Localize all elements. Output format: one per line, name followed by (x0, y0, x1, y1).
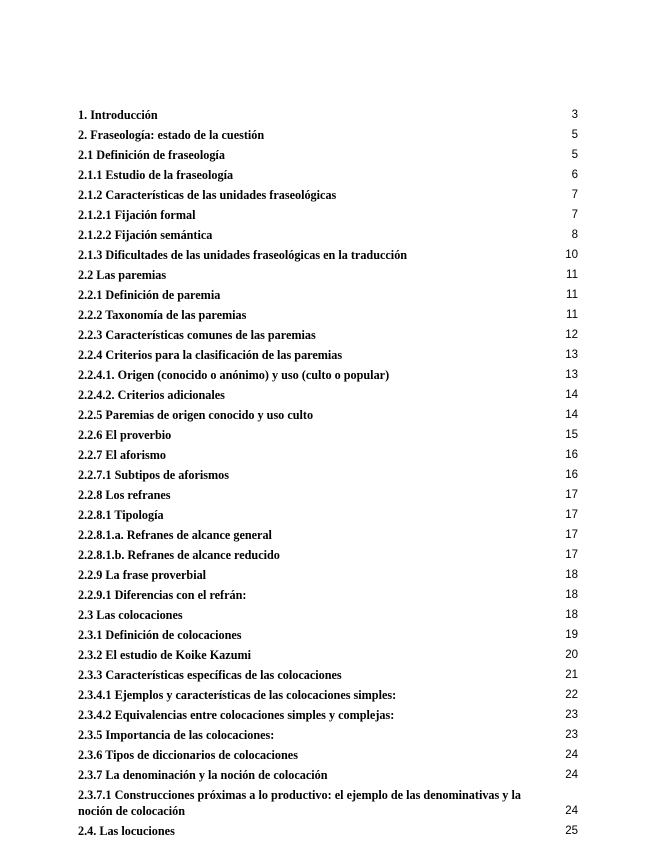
toc-entry-page: 11 (566, 289, 578, 301)
toc-entry-title: 2.2.8.1.b. Refranes de alcance reducido (78, 548, 280, 562)
toc-entry-page: 11 (566, 269, 578, 281)
toc-entry-page: 13 (565, 369, 578, 381)
toc-entry-page: 7 (571, 209, 578, 221)
toc-entry (78, 284, 578, 304)
toc-entry (78, 584, 578, 604)
toc-entry-page: 5 (571, 129, 578, 141)
toc-entry-page: 21 (565, 669, 578, 681)
toc-entry (78, 724, 578, 744)
toc-entry-title: 2.3.3 Características específicas de las colocaciones (78, 668, 342, 682)
toc-entry-page: 18 (565, 569, 578, 581)
toc-entry (78, 184, 578, 204)
toc-entry (78, 344, 578, 364)
toc-entry (78, 364, 578, 384)
toc-entry-page: 23 (565, 729, 578, 741)
toc-entry-page: 22 (565, 689, 578, 701)
toc-entry (78, 784, 578, 820)
toc-entry-page: 10 (565, 249, 578, 261)
toc-entry (78, 464, 578, 484)
toc-entry-page: 17 (565, 489, 578, 501)
toc-entry (78, 304, 578, 324)
toc-entry-page: 24 (565, 805, 578, 817)
toc-entry-title: 2.2.1 Definición de paremia (78, 288, 221, 302)
toc-entry-title: 2.1.3 Dificultades de las unidades fraseológicas en la traducción (78, 248, 408, 262)
toc-entry-title: 2.3.4.1 Ejemplos y características de las colocaciones simples: (78, 688, 397, 702)
toc-entry-page: 8 (571, 229, 578, 241)
toc-entry-page: 24 (565, 769, 578, 781)
toc-entry-page: 14 (565, 409, 578, 421)
toc-entry (78, 544, 578, 564)
toc-entry-page: 11 (566, 309, 578, 321)
toc-entry-page: 16 (565, 449, 578, 461)
toc-entry-title: 2.2.7 El aforismo (78, 448, 167, 462)
toc-entry (78, 644, 578, 664)
toc-entry-title: 2.2.2 Taxonomía de las paremias (78, 308, 247, 322)
toc-entry (78, 264, 578, 284)
toc-entry-title: 2.3.6 Tipos de diccionarios de colocaciones (78, 748, 298, 762)
toc-entry (78, 444, 578, 464)
toc-entry-title: 2.2.9 La frase proverbial (78, 568, 207, 582)
toc-entry-title: 2.3.2 El estudio de Koike Kazumi (78, 648, 252, 662)
toc-entry-title: 2.1.2 Características de las unidades fraseológicas (78, 188, 337, 202)
toc-entry-title: 2.3.7.1 Construcciones próximas a lo productivo: el ejemplo de las denominativas y la noción de colocación (78, 788, 521, 818)
toc-entry (78, 424, 578, 444)
toc-entry-title: 1. Introducción (78, 108, 158, 122)
toc-entry (78, 384, 578, 404)
toc-entry-page: 6 (571, 169, 578, 181)
toc-entry-title: 2.1.2.2 Fijación semántica (78, 228, 213, 242)
toc-entry-title: 2.2.4 Criterios para la clasificación de las paremias (78, 348, 343, 362)
toc-entry-page: 20 (565, 649, 578, 661)
toc-entry-page: 23 (565, 709, 578, 721)
toc-entry (78, 820, 578, 840)
toc-entry-title: 2.2.8 Los refranes (78, 488, 171, 502)
toc-entry-title: 2.2.5 Paremias de origen conocido y uso culto (78, 408, 314, 422)
toc-entry-page: 5 (571, 149, 578, 161)
toc-entry-page: 17 (565, 529, 578, 541)
toc-entry-page: 24 (565, 749, 578, 761)
toc-entry (78, 324, 578, 344)
toc-entry (78, 124, 578, 144)
table-of-contents (78, 104, 578, 840)
toc-entry-title: 2. Fraseología: estado de la cuestión (78, 128, 265, 142)
toc-entry-page: 15 (565, 429, 578, 441)
toc-entry-page: 13 (565, 349, 578, 361)
toc-entry (78, 104, 578, 124)
toc-entry (78, 664, 578, 684)
toc-entry (78, 224, 578, 244)
toc-entry (78, 244, 578, 264)
toc-entry-title: 2.3.4.2 Equivalencias entre colocaciones simples y complejas: (78, 708, 395, 722)
toc-entry-title: 2.4. Las locuciones (78, 824, 175, 838)
toc-entry-title: 2.2.4.2. Criterios adicionales (78, 388, 225, 402)
toc-entry-title: 2.3 Las colocaciones (78, 608, 183, 622)
toc-entry-title: 2.2.4.1. Origen (conocido o anónimo) y uso (culto o popular) (78, 368, 390, 382)
toc-entry-title: 2.3.5 Importancia de las colocaciones: (78, 728, 275, 742)
toc-entry (78, 484, 578, 504)
toc-entry-page: 12 (565, 329, 578, 341)
toc-entry (78, 564, 578, 584)
toc-entry-page: 14 (565, 389, 578, 401)
toc-entry-page: 17 (565, 549, 578, 561)
toc-entry-page: 18 (565, 609, 578, 621)
toc-entry-title: 2.2.9.1 Diferencias con el refrán: (78, 588, 247, 602)
toc-entry-title: 2.2.8.1.a. Refranes de alcance general (78, 528, 272, 542)
toc-entry-page: 19 (565, 629, 578, 641)
toc-entry-title: 2.2.7.1 Subtipos de aforismos (78, 468, 230, 482)
toc-entry (78, 204, 578, 224)
toc-entry (78, 624, 578, 644)
toc-entry-title: 2.1.2.1 Fijación formal (78, 208, 196, 222)
toc-entry-page: 17 (565, 509, 578, 521)
toc-entry (78, 684, 578, 704)
toc-entry (78, 404, 578, 424)
toc-entry-title: 2.1 Definición de fraseología (78, 148, 225, 162)
toc-entry (78, 504, 578, 524)
toc-entry-title: 2.2.8.1 Tipología (78, 508, 164, 522)
toc-entry-title: 2.3.1 Definición de colocaciones (78, 628, 242, 642)
toc-entry-page: 18 (565, 589, 578, 601)
toc-entry-title: 2.2.6 El proverbio (78, 428, 172, 442)
toc-entry-page: 7 (571, 189, 578, 201)
toc-entry (78, 144, 578, 164)
toc-entry-page: 16 (565, 469, 578, 481)
toc-entry (78, 164, 578, 184)
toc-entry (78, 744, 578, 764)
toc-entry-title: 2.2 Las paremias (78, 268, 167, 282)
toc-entry-title: 2.1.1 Estudio de la fraseología (78, 168, 234, 182)
toc-entry (78, 604, 578, 624)
toc-entry-page: 25 (565, 825, 578, 837)
toc-entry-title: 2.2.3 Características comunes de las paremias (78, 328, 316, 342)
toc-entry (78, 704, 578, 724)
toc-entry (78, 764, 578, 784)
toc-entry-title: 2.3.7 La denominación y la noción de colocación (78, 768, 328, 782)
toc-entry (78, 524, 578, 544)
toc-entry-page: 3 (571, 109, 578, 121)
